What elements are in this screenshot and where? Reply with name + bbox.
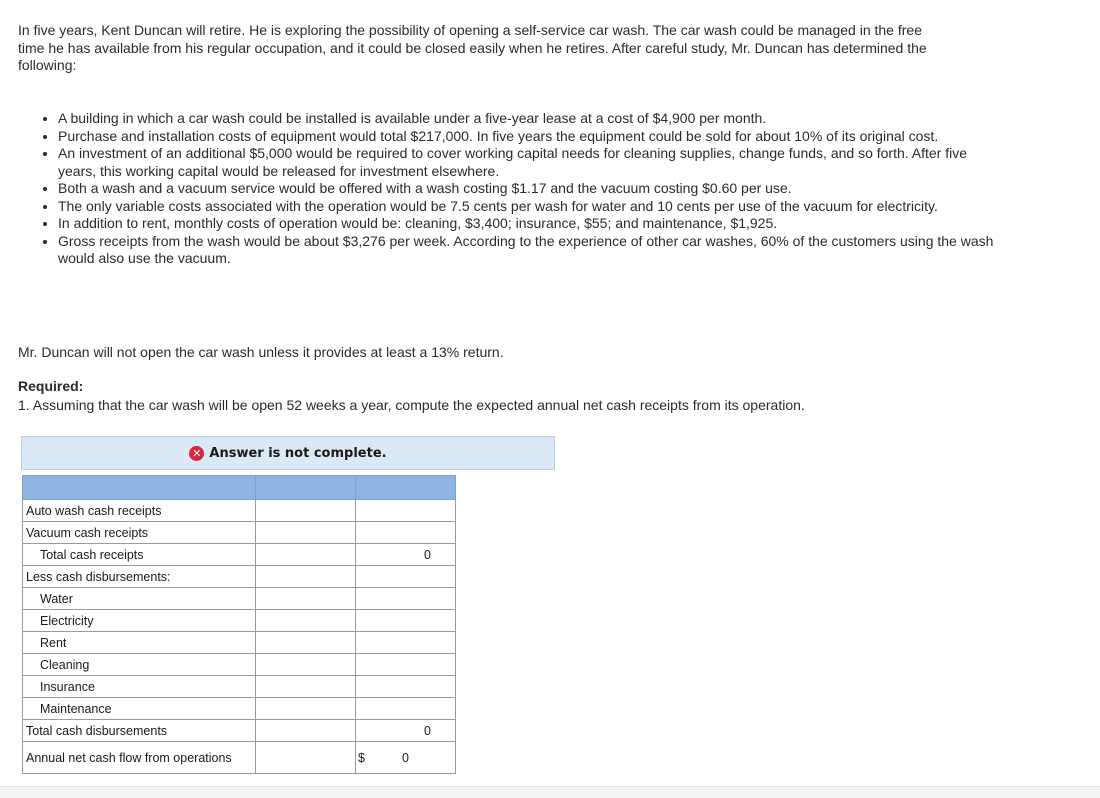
header-cell bbox=[356, 476, 456, 500]
vacuum-input[interactable] bbox=[256, 522, 356, 544]
fact-item: • Both a wash and a vacuum service would be offered with a wash costing $1.17 and the vacuum costing $0.60 per use. bbox=[58, 180, 998, 198]
fact-item: • Purchase and installation costs of equipment would total $217,000. In five years the equipment could be sold for about 10% of its original cost. bbox=[58, 128, 998, 146]
table-row bbox=[23, 566, 456, 588]
water-input[interactable] bbox=[256, 588, 356, 610]
row-label-auto-wash: Auto wash cash receipts bbox=[23, 500, 256, 522]
blank-cell bbox=[356, 698, 456, 720]
row-label-maintenance: Maintenance bbox=[23, 698, 256, 720]
fact-item: • A building in which a car wash could be installed is available under a five-year lease at a cost of $4,900 per month. bbox=[58, 110, 998, 128]
fact-item: • The only variable costs associated with the operation would be 7.5 cents per wash for water and 10 cents per use of the vacuum for electricity. bbox=[58, 198, 998, 216]
table-header-row bbox=[23, 476, 456, 500]
row-label-annual-net-cash-flow: Annual net cash flow from operations bbox=[23, 742, 256, 774]
annual-net-cash-flow-wrap bbox=[358, 751, 431, 765]
blank-cell bbox=[256, 720, 356, 742]
row-label-water: Water bbox=[23, 588, 256, 610]
table-row bbox=[23, 522, 456, 544]
blank-cell bbox=[356, 610, 456, 632]
row-label-total-disbursements: Total cash disbursements bbox=[23, 720, 256, 742]
fact-item: • An investment of an additional $5,000 would be required to cover working capital needs for cleaning supplies, change funds, and so forth. After five years, this working capital would be released for investment elsewhere. bbox=[58, 145, 998, 180]
blank-cell bbox=[356, 588, 456, 610]
maintenance-input[interactable] bbox=[256, 698, 356, 720]
total-disbursements-value: 0 bbox=[356, 720, 456, 742]
total-receipts-value: 0 bbox=[356, 544, 456, 566]
cash-flow-table bbox=[22, 475, 456, 774]
annual-net-cash-flow-value: 0 bbox=[402, 750, 409, 765]
table-row bbox=[23, 544, 456, 566]
row-label-vacuum: Vacuum cash receipts bbox=[23, 522, 256, 544]
table-row bbox=[23, 676, 456, 698]
vacuum-total-cell bbox=[356, 522, 456, 544]
header-cell bbox=[256, 476, 356, 500]
insurance-input[interactable] bbox=[256, 676, 356, 698]
table-row bbox=[23, 610, 456, 632]
answer-status-banner bbox=[21, 436, 555, 470]
cleaning-input[interactable] bbox=[256, 654, 356, 676]
x-circle-icon: ✕ bbox=[189, 446, 204, 461]
table-row bbox=[23, 698, 456, 720]
row-label-rent: Rent bbox=[23, 632, 256, 654]
facts-list bbox=[18, 110, 998, 268]
auto-wash-input[interactable] bbox=[256, 500, 356, 522]
answer-status-text: Answer is not complete. bbox=[209, 445, 387, 461]
fact-item: • In addition to rent, monthly costs of operation would be: cleaning, $3,400; insurance, $55; and maintenance, $1,925. bbox=[58, 215, 998, 233]
required-heading: Required: bbox=[18, 378, 84, 394]
problem-intro: In five years, Kent Duncan will retire. He is exploring the possibility of opening a self-service car wash. The car wash could be managed in the free time he has available from his regular occupation, and it could be closed easily when he retires. After careful study, Mr. Duncan has determined the following: bbox=[18, 22, 927, 73]
annual-net-cash-flow-cell bbox=[356, 742, 456, 774]
total-receipts-blank-cell bbox=[256, 544, 356, 566]
table-row bbox=[23, 632, 456, 654]
table-row bbox=[23, 500, 456, 522]
row-label-total-receipts: Total cash receipts bbox=[23, 544, 256, 566]
row-label-electricity: Electricity bbox=[23, 610, 256, 632]
table-row bbox=[23, 588, 456, 610]
required-question: 1. Assuming that the car wash will be open 52 weeks a year, compute the expected annual net cash receipts from its operation. bbox=[18, 397, 805, 413]
header-cell bbox=[23, 476, 256, 500]
electricity-input[interactable] bbox=[256, 610, 356, 632]
row-label-less-disbursements: Less cash disbursements: bbox=[23, 566, 256, 588]
blank-cell bbox=[256, 742, 356, 774]
auto-wash-total-cell bbox=[356, 500, 456, 522]
table-row bbox=[23, 720, 456, 742]
blank-cell bbox=[356, 676, 456, 698]
table-row bbox=[23, 742, 456, 774]
blank-cell bbox=[356, 566, 456, 588]
fact-item: • Gross receipts from the wash would be about $3,276 per week. According to the experience of other car washes, 60% of the customers using the wash would also use the vacuum. bbox=[58, 233, 998, 268]
blank-cell bbox=[256, 566, 356, 588]
blank-cell bbox=[356, 654, 456, 676]
currency-symbol: $ bbox=[358, 750, 365, 765]
blank-cell bbox=[356, 632, 456, 654]
table-row bbox=[23, 654, 456, 676]
rent-input[interactable] bbox=[256, 632, 356, 654]
bottom-divider bbox=[0, 786, 1100, 798]
row-label-insurance: Insurance bbox=[23, 676, 256, 698]
return-condition: Mr. Duncan will not open the car wash unless it provides at least a 13% return. bbox=[18, 344, 504, 360]
row-label-cleaning: Cleaning bbox=[23, 654, 256, 676]
